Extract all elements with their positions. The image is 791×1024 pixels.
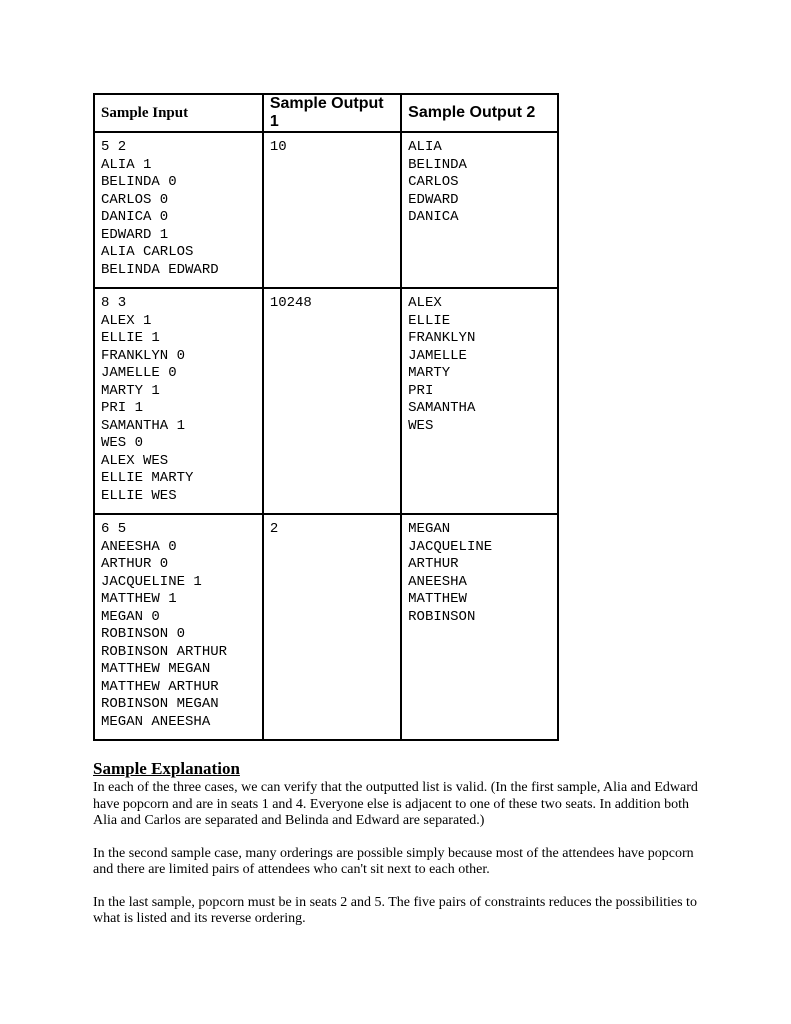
- sample-output-2-cell: [401, 288, 558, 514]
- explanation-paragraph: In each of the three cases, we can verify that the outputted list is valid. (In the first sample, Alia and Edward have popcorn and are in seats 1 and 4. Everyone else is adjacent to one of these two seats. In addition both Alia and Carlos are separated and Belinda and Edward are separated.): [93, 780, 698, 828]
- sample-output-2-text: ALIA BELINDA CARLOS EDWARD DANICA: [408, 139, 467, 225]
- sample-output-2-text: ALEX ELLIE FRANKLYN JAMELLE MARTY PRI SAMANTHA WES: [408, 295, 476, 434]
- table-row: [94, 288, 558, 514]
- sample-input-cell: [94, 288, 263, 514]
- sample-output-1-text: 10: [269, 139, 287, 155]
- sample-output-1-cell: [263, 132, 401, 288]
- header-sample-input: Sample Input: [94, 94, 263, 132]
- sample-table: [93, 93, 559, 741]
- sample-explanation-heading: Sample Explanation: [93, 759, 240, 778]
- sample-output-2-cell: [401, 132, 558, 288]
- table-row: [94, 132, 558, 288]
- sample-output-2-cell: [401, 514, 558, 740]
- sample-output-1-cell: [263, 288, 401, 514]
- sample-output-1-text: 10248: [269, 295, 312, 311]
- explanation-paragraph: In the second sample case, many orderings are possible simply because most of the attendees have popcorn and there are limited pairs of attendees who can't sit next to each other.: [93, 845, 694, 877]
- sample-explanation-section: [93, 758, 703, 944]
- sample-output-1-text: 2: [269, 521, 279, 537]
- header-sample-output-1: Sample Output 1: [263, 94, 401, 132]
- table-header-row: [94, 94, 558, 132]
- sample-input-text: 6 5 ANEESHA 0 ARTHUR 0 JACQUELINE 1 MATTHEW 1 MEGAN 0 ROBINSON 0 ROBINSON ARTHUR MATTHEW MEGAN MATTHEW ARTHUR ROBINSON MEGAN MEGAN ANEESHA: [101, 521, 228, 730]
- sample-input-cell: [94, 132, 263, 288]
- explanation-paragraph: In the last sample, popcorn must be in seats 2 and 5. The five pairs of constraints reduces the possibilities to what is listed and its reverse ordering.: [93, 894, 697, 926]
- sample-output-2-text: MEGAN JACQUELINE ARTHUR ANEESHA MATTHEW ROBINSON: [408, 521, 493, 625]
- table-row: [94, 514, 558, 740]
- header-sample-output-2: Sample Output 2: [401, 94, 558, 132]
- sample-input-text: 8 3 ALEX 1 ELLIE 1 FRANKLYN 0 JAMELLE 0 MARTY 1 PRI 1 SAMANTHA 1 WES 0 ALEX WES ELLIE MARTY ELLIE WES: [101, 295, 194, 504]
- sample-input-text: 5 2 ALIA 1 BELINDA 0 CARLOS 0 DANICA 0 EDWARD 1 ALIA CARLOS BELINDA EDWARD: [101, 139, 219, 278]
- sample-input-cell: [94, 514, 263, 740]
- sample-output-1-cell: [263, 514, 401, 740]
